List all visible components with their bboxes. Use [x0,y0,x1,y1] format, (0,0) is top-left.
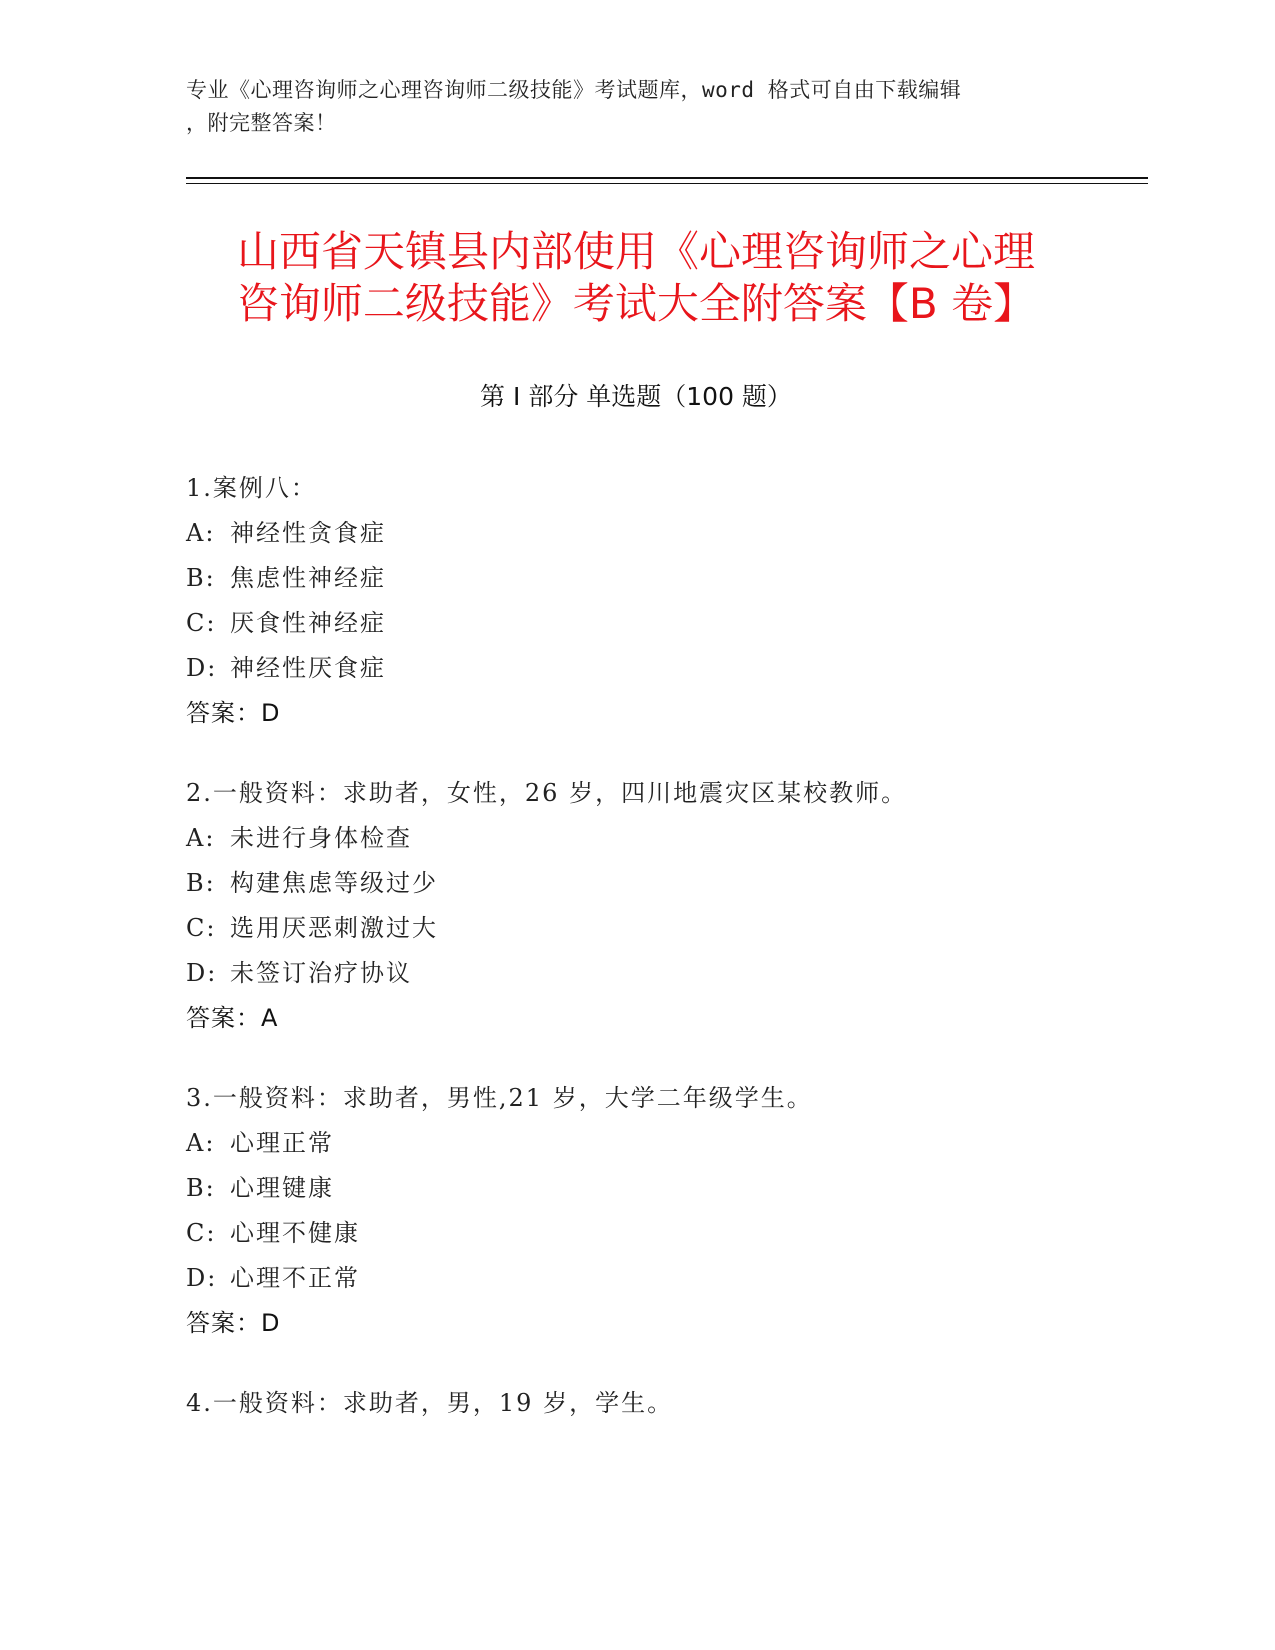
section-title: 第 I 部分 单选题（100 题） [480,382,792,411]
option-label: D: [186,1264,218,1292]
header-note [186,74,1086,140]
option-label: D: [186,654,218,682]
option-label: C: [186,914,217,942]
option-label: C: [186,1219,217,1247]
answer-label: 答案： [186,699,261,727]
option-d [186,646,1106,691]
question-stem: 3.一般资料：求助者，男性,21 岁，大学二年级学生。 [186,1084,813,1112]
option-a [186,1121,1106,1166]
option-label: B: [186,869,216,897]
option-text: 心理键康 [230,1174,334,1202]
answer-label: 答案： [186,1004,261,1032]
option-a [186,816,1106,861]
option-b [186,556,1106,601]
answer-value: A [261,1004,279,1032]
option-text: 心理不健康 [230,1219,360,1247]
document-title-line-1: 山西省天镇县内部使用《心理咨询师之心理 [236,227,1035,276]
option-d [186,951,1106,996]
option-c [186,1211,1106,1256]
document-title [186,226,1086,330]
option-text: 神经性厌食症 [230,654,386,682]
question-2 [186,771,1106,1041]
header-rule-thick [186,177,1148,179]
option-c [186,906,1106,951]
answer-line [186,996,1106,1041]
question-4 [186,1381,1106,1426]
question-stem: 4.一般资料：求助者，男，19 岁，学生。 [186,1389,674,1417]
option-b [186,1166,1106,1211]
option-label: C: [186,609,217,637]
option-text: 构建焦虑等级过少 [230,869,438,897]
header-note-line-2: ，附完整答案！ [186,111,337,135]
question-stem: 1.案例八： [186,474,317,502]
option-d [186,1256,1106,1301]
option-text: 焦虑性神经症 [230,564,386,592]
option-b [186,861,1106,906]
question-3 [186,1076,1106,1346]
option-text: 未签订治疗协议 [230,959,412,987]
answer-line [186,691,1106,736]
option-text: 未进行身体检查 [230,824,412,852]
answer-value: D [261,699,281,727]
option-text: 选用厌恶刺激过大 [230,914,438,942]
option-text: 厌食性神经症 [230,609,386,637]
option-text: 心理不正常 [230,1264,360,1292]
option-text: 心理正常 [230,1129,334,1157]
answer-label: 答案： [186,1309,261,1337]
option-label: D: [186,959,218,987]
option-c [186,601,1106,646]
header-rule-thin [186,183,1148,184]
option-label: B: [186,1174,216,1202]
answer-value: D [261,1309,281,1337]
option-label: B: [186,564,216,592]
answer-line [186,1301,1106,1346]
option-label: A: [186,824,216,852]
question-stem: 2.一般资料：求助者，女性，26 岁，四川地震灾区某校教师。 [186,779,908,807]
question-list [186,466,1106,1461]
option-a [186,511,1106,556]
option-text: 神经性贪食症 [230,519,386,547]
option-label: A: [186,1129,216,1157]
question-1 [186,466,1106,736]
option-label: A: [186,519,216,547]
header-note-line-1: 专业《心理咨询师之心理咨询师二级技能》考试题库，word 格式可自由下载编辑 [186,78,962,102]
document-title-line-2: 咨询师二级技能》考试大全附答案【B 卷】 [236,279,1036,328]
